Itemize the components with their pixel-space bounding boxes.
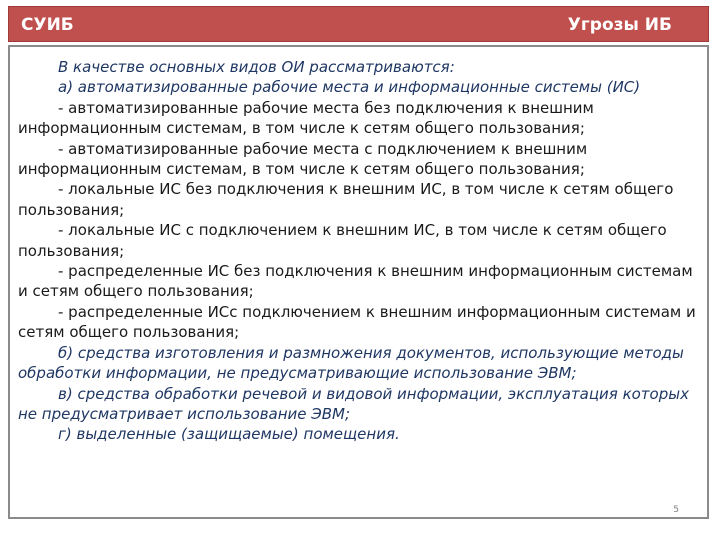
item-b-paragraph: б) средства изготовления и размножения документов, использующие методы обработки информации, не предусматривающие использование ЭВМ; xyxy=(18,343,684,383)
list-item: - распределенные ИС без подключения к внешним информационным системам и сетям общего пользования; xyxy=(18,262,693,301)
page-number: 5 xyxy=(673,505,679,515)
item-a-paragraph: а) автоматизированные рабочие места и информационные системы (ИС) xyxy=(58,78,641,97)
header-right-title: Угрозы ИБ xyxy=(567,15,672,35)
item-v-paragraph: в) средства обработки речевой и видовой информации, эксплуатация которых не предусматривает использование ЭВМ; xyxy=(18,384,689,423)
list-item: - локальные ИС с подключением к внешним ИС, в том числе к сетям общего пользования; xyxy=(18,221,667,260)
list-item: - автоматизированные рабочие места без подключения к внешним информационным системам, в том числе к сетям общего пользования; xyxy=(18,98,594,138)
item-g-paragraph: г) выделенные (защищаемые) помещения. xyxy=(58,425,400,444)
content-text xyxy=(18,57,701,445)
intro-paragraph: В качестве основных видов ОИ рассматриваются: xyxy=(58,58,455,76)
list-item: - распределенные ИСс подключением к внешним информационным системам и сетям общего пользования; xyxy=(18,302,696,342)
list-item: - локальные ИС без подключения к внешним ИС, в том числе к сетям общего пользования; xyxy=(18,180,674,219)
slide-header xyxy=(8,6,709,42)
header-left-title: СУИБ xyxy=(21,15,74,35)
content-frame xyxy=(8,45,709,519)
list-item: - автоматизированные рабочие места с подключением к внешним информационным системам, в том числе к сетям общего пользования; xyxy=(18,139,588,179)
